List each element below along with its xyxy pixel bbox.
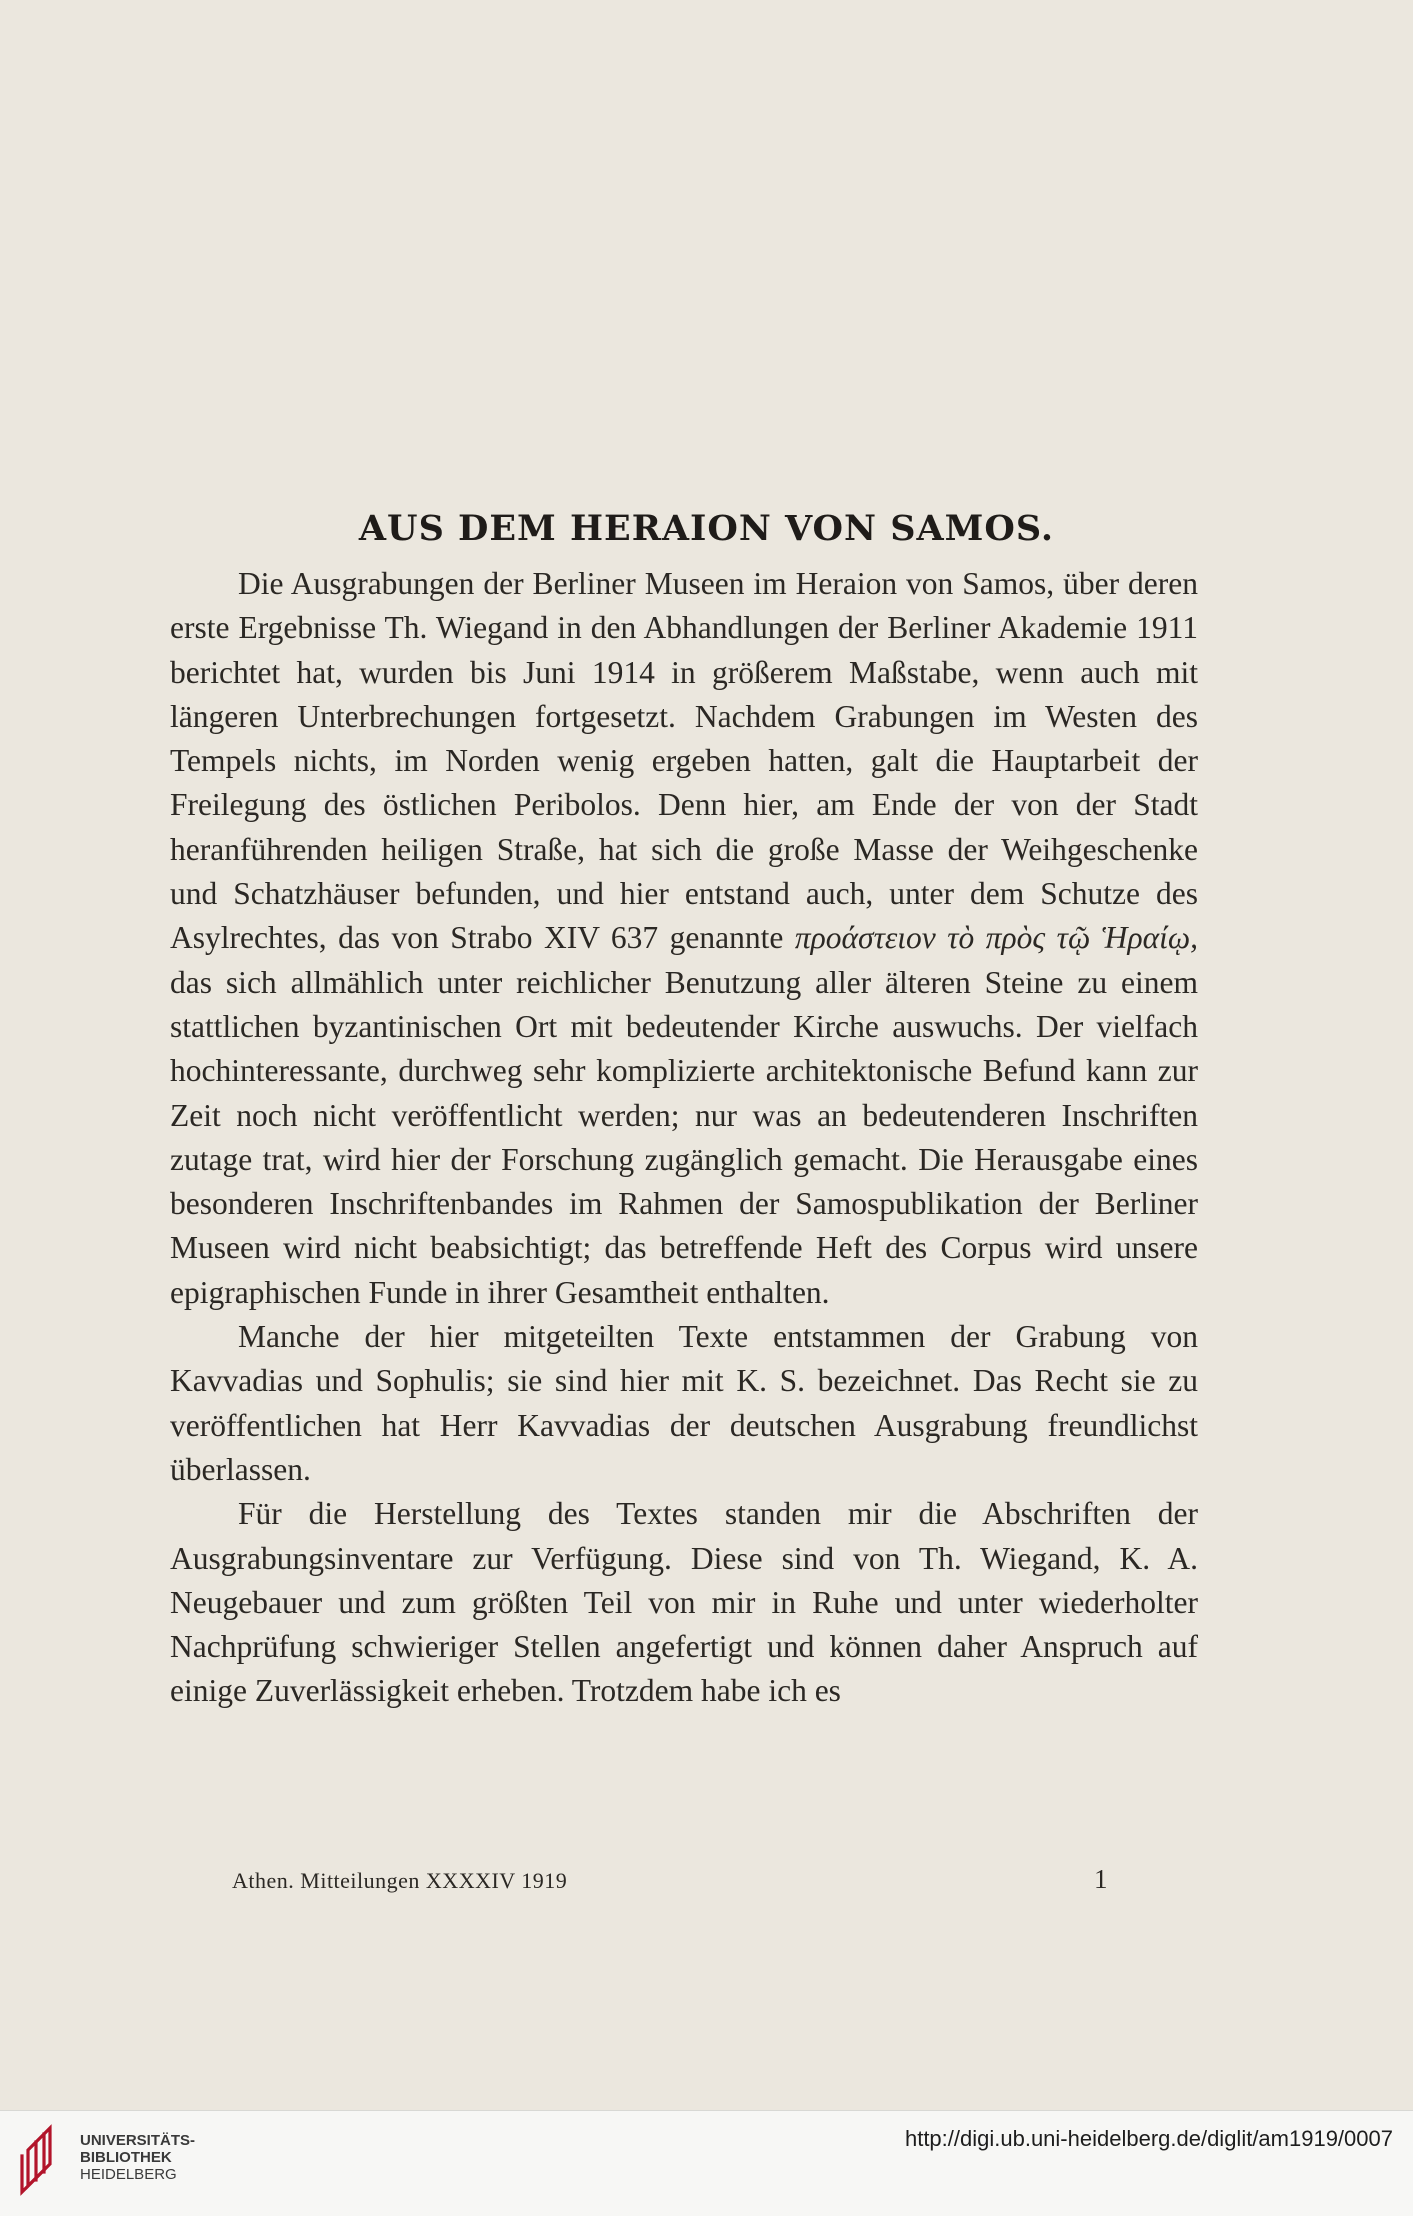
paragraph-1 — [170, 562, 1198, 1315]
paragraph-1-start: Die Ausgrabungen der Berliner Museen im Heraion von Samos, über deren erste Ergebnisse Th. Wiegand in den Abhandlungen der Berliner Akademie 1911 berichtet hat, wurden bis Juni 1914 in größerem Maßstabe, wenn auch mit längeren Unterbrechungen fortgesetzt. Nachdem Grabungen im Westen des Tempels nichts, im Norden wenig ergeben hatten, galt die Hauptarbeit der Freilegung des östlichen Peribolos. Denn hier, am Ende der von der Stadt heranführenden heiligen Straße, hat sich die große Masse der Weihgeschenke und Schatzhäuser befunden, und hier entstand auch, unter dem Schutze des Asylrechtes, das von Strabo XIV 637 genannte — [170, 566, 1198, 956]
library-logo-icon — [14, 2124, 64, 2196]
library-name-line-3: HEIDELBERG — [80, 2166, 177, 2183]
library-name — [80, 2132, 195, 2183]
paragraph-2: Manche der hier mitgeteilten Texte entstammen der Grabung von Kavvadias und Sophulis; sie sind hier mit K. S. bezeichnet. Das Recht sie zu veröffentlichen hat Herr Kavvadias der deutschen Ausgrabung freundlichst überlassen. — [170, 1319, 1198, 1487]
article-title: AUS DEM HERAION VON SAMOS. — [358, 508, 1055, 549]
page-number: 1 — [1094, 1864, 1108, 1894]
journal-footer: Athen. Mitteilungen XXXXIV 1919 — [232, 1868, 568, 1893]
source-url-link[interactable]: http://digi.ub.uni-heidelberg.de/diglit/am1919/0007 — [904, 2126, 1393, 2151]
greek-phrase: προάστειον τὸ πρὸς τῷ Ἡραίῳ, — [794, 920, 1199, 956]
library-name-line-2: BIBLIOTHEK — [80, 2149, 172, 2166]
article-body — [170, 562, 1198, 1714]
paragraph-3: Für die Herstellung des Textes standen mir die Abschriften der Ausgrabungsinventare zur Verfügung. Diese sind von Th. Wiegand, K. A. Neugebauer und zum größten Teil von mir in Ruhe und unter wiederholter Nachprüfung schwieriger Stellen angefertigt und können daher Anspruch auf einige Zuverlässigkeit erheben. Trotzdem habe ich es — [170, 1496, 1198, 1709]
library-name-line-1: UNIVERSITÄTS- — [80, 2132, 196, 2149]
paragraph-1-rest: das sich allmählich unter reichlicher Benutzung aller älteren Steine zu einem stattlichen byzantinischen Ort mit bedeutender Kirche auswuchs. Der vielfach hochinteressante, durchweg sehr komplizierte architektonische Befund kann zur Zeit noch nicht veröffentlicht werden; nur was an bedeutenderen Inschriften zutage trat, wird hier der Forschung zugänglich gemacht. Die Herausgabe eines besonderen Inschriftenbandes im Rahmen der Samospublikation der Berliner Museen wird nicht beabsichtigt; das betreffende Heft des Corpus wird unsere epigraphischen Funde in ihrer Gesamtheit enthalten. — [170, 964, 1198, 1310]
